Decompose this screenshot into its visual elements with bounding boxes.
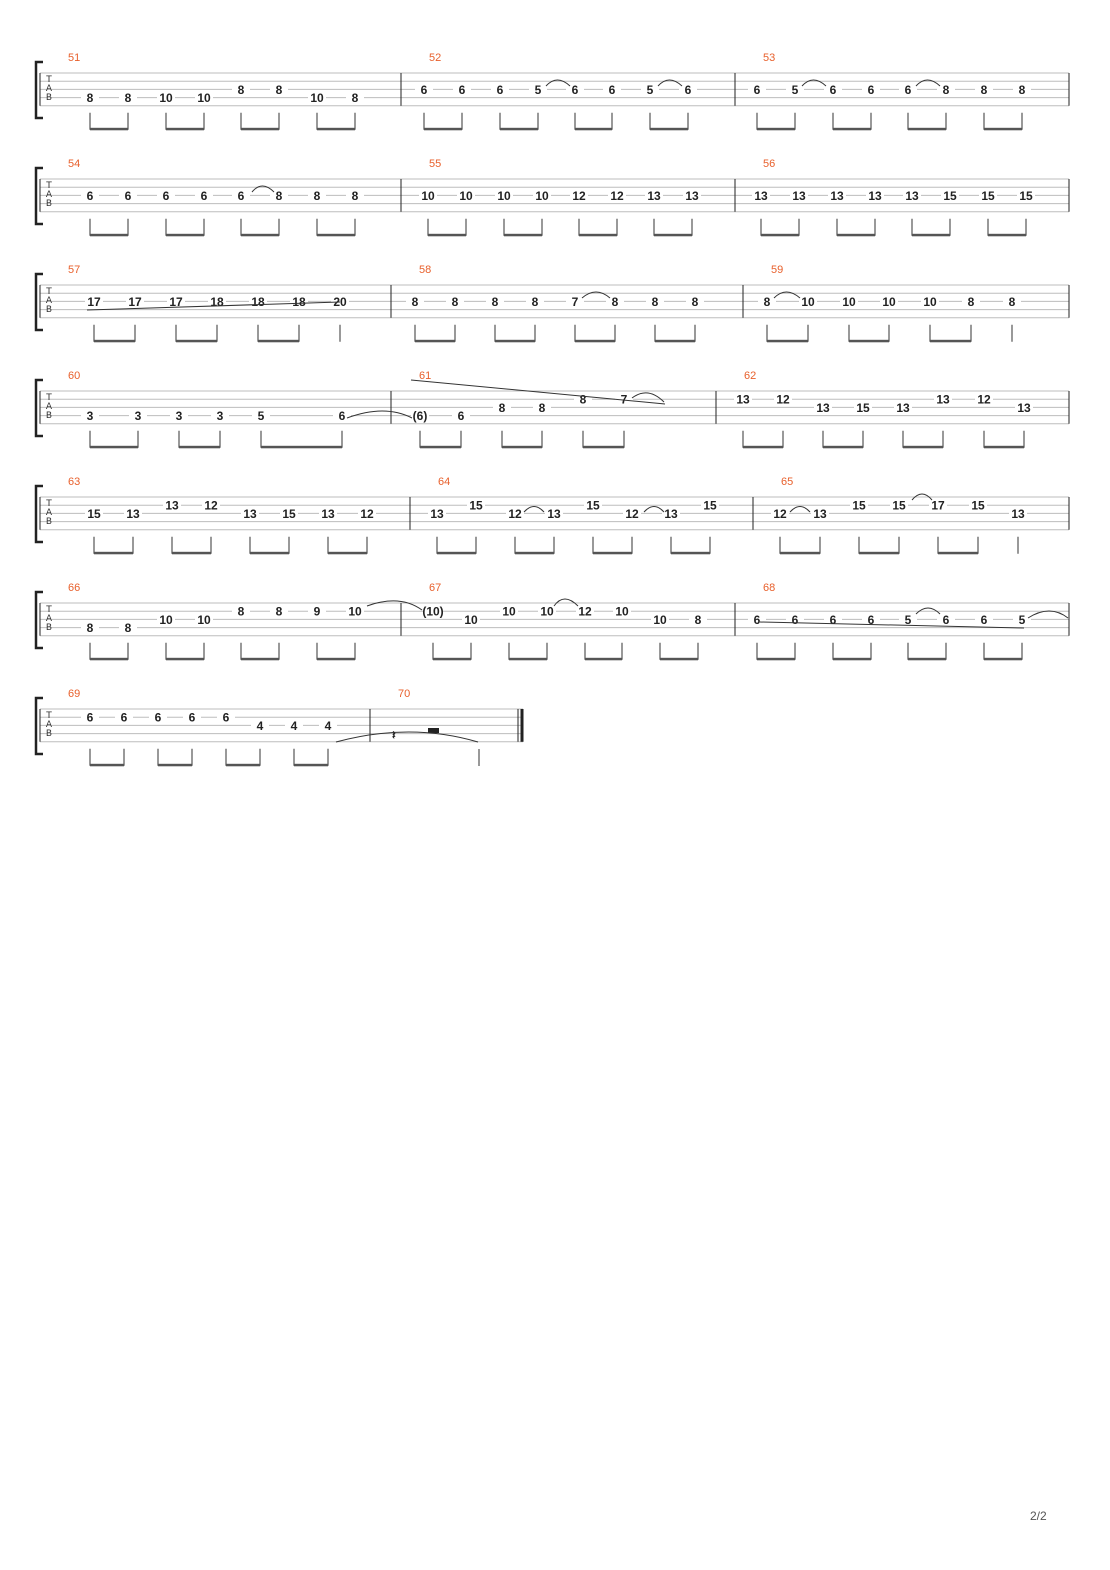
fret-number: 6 bbox=[829, 612, 837, 627]
fret-number: 8 bbox=[275, 82, 283, 97]
fret-number: 6 bbox=[200, 188, 208, 203]
fret-number: 5 bbox=[257, 409, 265, 424]
fret-number: 18 bbox=[210, 294, 224, 309]
fret-number: 8 bbox=[579, 392, 587, 407]
fret-number: 4 bbox=[324, 718, 332, 733]
measure-number: 57 bbox=[68, 264, 81, 276]
fret-number: 8 bbox=[351, 188, 359, 203]
beam bbox=[94, 340, 135, 343]
fret-number: 12 bbox=[610, 188, 624, 203]
fret-number: 6 bbox=[753, 82, 761, 97]
fret-number: 15 bbox=[971, 498, 985, 513]
fret-number: 3 bbox=[175, 409, 183, 424]
measure-number: 56 bbox=[763, 158, 776, 170]
fret-number: 8 bbox=[351, 91, 359, 106]
fret-number: 6 bbox=[829, 82, 837, 97]
tab-system bbox=[36, 688, 523, 766]
beam bbox=[984, 658, 1022, 661]
measure-number: 66 bbox=[68, 582, 81, 594]
fret-number: 10 bbox=[882, 294, 896, 309]
beam bbox=[930, 340, 971, 343]
fret-number: 13 bbox=[736, 392, 750, 407]
measure-number: 61 bbox=[419, 370, 432, 382]
measure-number: 68 bbox=[763, 582, 776, 594]
fret-number: 13 bbox=[813, 506, 827, 521]
fret-number: 6 bbox=[86, 188, 94, 203]
fret-number: 10 bbox=[535, 188, 549, 203]
beam bbox=[166, 234, 204, 237]
measure-number: 60 bbox=[68, 370, 81, 382]
fret-number: 8 bbox=[498, 400, 506, 415]
fret-number: 15 bbox=[586, 498, 600, 513]
fret-number: 6 bbox=[942, 612, 950, 627]
beam bbox=[585, 658, 622, 661]
quarter-rest: 𝄽 bbox=[392, 728, 396, 742]
measure-number: 51 bbox=[68, 52, 81, 64]
beam bbox=[424, 128, 462, 131]
fret-number: 6 bbox=[791, 612, 799, 627]
fret-number: 5 bbox=[534, 82, 542, 97]
fret-number: 17 bbox=[931, 498, 945, 513]
beam bbox=[90, 658, 128, 661]
measure-number: 58 bbox=[419, 264, 432, 276]
measure-number: 70 bbox=[398, 688, 411, 700]
fret-number: 13 bbox=[647, 188, 661, 203]
fret-number: 10 bbox=[459, 188, 473, 203]
beam bbox=[743, 446, 783, 449]
beam bbox=[575, 128, 612, 131]
fret-number: 8 bbox=[651, 294, 659, 309]
tab-clef-letter: B bbox=[45, 411, 53, 421]
fret-number: 10 bbox=[197, 91, 211, 106]
fret-number: 4 bbox=[256, 718, 264, 733]
beam bbox=[179, 446, 220, 449]
beam bbox=[258, 340, 299, 343]
fret-number: 10 bbox=[421, 188, 435, 203]
measure-number: 62 bbox=[744, 370, 757, 382]
beam bbox=[849, 340, 889, 343]
fret-number: 13 bbox=[1011, 506, 1025, 521]
beam bbox=[415, 340, 455, 343]
fret-number: 15 bbox=[943, 188, 957, 203]
beam bbox=[241, 234, 279, 237]
tab-clef-letter: A bbox=[45, 508, 53, 518]
fret-number: 6 bbox=[120, 710, 128, 725]
fret-number: 6 bbox=[904, 82, 912, 97]
fret-number: 8 bbox=[86, 91, 94, 106]
beam bbox=[437, 552, 476, 555]
tie bbox=[347, 411, 412, 418]
fret-number: 5 bbox=[904, 612, 912, 627]
fret-number: 15 bbox=[282, 506, 296, 521]
fret-number: 10 bbox=[842, 294, 856, 309]
fret-number: 8 bbox=[1008, 294, 1016, 309]
fret-number: 15 bbox=[852, 498, 866, 513]
beam bbox=[90, 234, 128, 237]
tab-clef-letter: T bbox=[46, 287, 52, 297]
beam bbox=[903, 446, 943, 449]
measure-number: 53 bbox=[763, 52, 776, 64]
tab-clef-letter: T bbox=[46, 605, 52, 615]
fret-number: 13 bbox=[896, 400, 910, 415]
fret-number: 8 bbox=[942, 82, 950, 97]
slur bbox=[524, 507, 544, 513]
beam bbox=[515, 552, 554, 555]
tab-clef-letter: A bbox=[45, 614, 53, 624]
beam bbox=[908, 658, 946, 661]
fret-number: 8 bbox=[538, 400, 546, 415]
fret-number: 8 bbox=[124, 621, 132, 636]
tab-clef-letter: A bbox=[45, 720, 53, 730]
beam bbox=[938, 552, 978, 555]
fret-number: (10) bbox=[422, 604, 444, 619]
tab-clef-letter: T bbox=[46, 711, 52, 721]
fret-number: 8 bbox=[275, 188, 283, 203]
fret-number: 6 bbox=[86, 710, 94, 725]
fret-number: 8 bbox=[237, 604, 245, 619]
beam bbox=[757, 128, 795, 131]
beam bbox=[241, 128, 279, 131]
measure-number: 64 bbox=[438, 476, 451, 488]
fret-number: 8 bbox=[763, 294, 771, 309]
beam bbox=[250, 552, 289, 555]
fret-number: 13 bbox=[754, 188, 768, 203]
fret-number: 6 bbox=[608, 82, 616, 97]
beam bbox=[660, 658, 698, 661]
tab-clef-letter: A bbox=[45, 402, 53, 412]
fret-number: 5 bbox=[791, 82, 799, 97]
fret-number: 10 bbox=[615, 604, 629, 619]
fret-number: 6 bbox=[222, 710, 230, 725]
beam bbox=[166, 658, 204, 661]
fret-number: 13 bbox=[905, 188, 919, 203]
tab-clef-letter: A bbox=[45, 84, 53, 94]
fret-number: 6 bbox=[571, 82, 579, 97]
fret-number: 13 bbox=[165, 498, 179, 513]
measure-number: 63 bbox=[68, 476, 81, 488]
fret-number: 8 bbox=[1018, 82, 1026, 97]
fret-number: 12 bbox=[776, 392, 790, 407]
beam bbox=[912, 234, 950, 237]
tab-clef-letter: B bbox=[45, 517, 53, 527]
fret-number: 6 bbox=[458, 82, 466, 97]
fret-number: 6 bbox=[420, 82, 428, 97]
beam bbox=[761, 234, 799, 237]
tab-clef-letter: B bbox=[45, 305, 53, 315]
beam bbox=[767, 340, 808, 343]
fret-number: 13 bbox=[1017, 400, 1031, 415]
fret-number: 18 bbox=[292, 294, 306, 309]
fret-number: 6 bbox=[154, 710, 162, 725]
fret-number: 6 bbox=[496, 82, 504, 97]
fret-number: 8 bbox=[694, 612, 702, 627]
fret-number: 6 bbox=[867, 82, 875, 97]
beam bbox=[433, 658, 471, 661]
fret-number: 8 bbox=[491, 294, 499, 309]
fret-number: 12 bbox=[204, 498, 218, 513]
beam bbox=[780, 552, 820, 555]
tab-clef-letter: T bbox=[46, 181, 52, 191]
beam bbox=[90, 764, 124, 767]
fret-number: 13 bbox=[430, 506, 444, 521]
fret-number: 10 bbox=[197, 612, 211, 627]
beam bbox=[226, 764, 260, 767]
fret-number: 4 bbox=[290, 718, 298, 733]
beam bbox=[317, 658, 355, 661]
fret-number: 10 bbox=[801, 294, 815, 309]
fret-number: 12 bbox=[977, 392, 991, 407]
beam bbox=[428, 234, 466, 237]
beam bbox=[90, 446, 138, 449]
fret-number: 3 bbox=[134, 409, 142, 424]
fret-number: 10 bbox=[497, 188, 511, 203]
fret-number: 13 bbox=[816, 400, 830, 415]
fret-number: 5 bbox=[1018, 612, 1026, 627]
fret-number: 3 bbox=[216, 409, 224, 424]
fret-number: 13 bbox=[830, 188, 844, 203]
fret-number: 8 bbox=[967, 294, 975, 309]
fret-number: 8 bbox=[980, 82, 988, 97]
beam bbox=[317, 234, 355, 237]
beam bbox=[94, 552, 133, 555]
beam bbox=[655, 340, 695, 343]
page-number: 2/2 bbox=[1030, 1509, 1047, 1523]
beam bbox=[176, 340, 217, 343]
fret-number: (6) bbox=[412, 409, 428, 424]
fret-number: 15 bbox=[856, 400, 870, 415]
fret-number: 10 bbox=[464, 612, 478, 627]
fret-number: 10 bbox=[653, 612, 667, 627]
beam bbox=[328, 552, 367, 555]
fret-number: 12 bbox=[508, 506, 522, 521]
beam bbox=[579, 234, 617, 237]
beam bbox=[495, 340, 535, 343]
fret-number: 6 bbox=[457, 409, 465, 424]
fret-number: 17 bbox=[87, 294, 101, 309]
fret-number: 6 bbox=[753, 612, 761, 627]
fret-number: 6 bbox=[237, 188, 245, 203]
fret-number: 13 bbox=[936, 392, 950, 407]
measure-number: 55 bbox=[429, 158, 442, 170]
tab-clef-letter: B bbox=[45, 729, 53, 739]
tab-clef-letter: B bbox=[45, 199, 53, 209]
beam bbox=[823, 446, 863, 449]
beam bbox=[583, 446, 624, 449]
measure-number: 54 bbox=[68, 158, 81, 170]
tab-system bbox=[36, 52, 1069, 130]
fret-number: 8 bbox=[611, 294, 619, 309]
beam bbox=[650, 128, 688, 131]
measure-number: 67 bbox=[429, 582, 442, 594]
measure-number: 59 bbox=[771, 264, 784, 276]
fret-number: 10 bbox=[540, 604, 554, 619]
tab-clef-letter: B bbox=[45, 93, 53, 103]
tie bbox=[367, 601, 422, 610]
beam bbox=[833, 128, 871, 131]
fret-number: 6 bbox=[188, 710, 196, 725]
fret-number: 10 bbox=[159, 91, 173, 106]
fret-number: 6 bbox=[124, 188, 132, 203]
fret-number: 7 bbox=[571, 294, 579, 309]
beam bbox=[317, 128, 355, 131]
fret-number: 12 bbox=[572, 188, 586, 203]
fret-number: 10 bbox=[310, 91, 324, 106]
beam bbox=[500, 128, 538, 131]
beam bbox=[509, 658, 547, 661]
fret-number: 12 bbox=[773, 506, 787, 521]
fret-number: 6 bbox=[684, 82, 692, 97]
tab-system bbox=[36, 370, 1069, 448]
fret-number: 7 bbox=[620, 392, 628, 407]
beam bbox=[502, 446, 542, 449]
fret-number: 15 bbox=[981, 188, 995, 203]
fret-number: 3 bbox=[86, 409, 94, 424]
fret-number: 8 bbox=[86, 621, 94, 636]
tab-system bbox=[36, 476, 1069, 554]
beam bbox=[593, 552, 632, 555]
slur bbox=[790, 507, 810, 513]
beam bbox=[90, 128, 128, 131]
slur bbox=[632, 393, 664, 402]
beam bbox=[671, 552, 710, 555]
fret-number: 20 bbox=[333, 294, 347, 309]
fret-number: 17 bbox=[128, 294, 142, 309]
beam bbox=[988, 234, 1026, 237]
tab-clef-letter: A bbox=[45, 190, 53, 200]
beam bbox=[837, 234, 875, 237]
slur bbox=[644, 507, 664, 513]
fret-number: 10 bbox=[923, 294, 937, 309]
fret-number: 10 bbox=[348, 604, 362, 619]
beam bbox=[654, 234, 692, 237]
fret-number: 6 bbox=[867, 612, 875, 627]
fret-number: 15 bbox=[1019, 188, 1033, 203]
fret-number: 8 bbox=[237, 82, 245, 97]
fret-number: 5 bbox=[646, 82, 654, 97]
half-rest bbox=[428, 728, 439, 733]
beam bbox=[833, 658, 871, 661]
measure-number: 69 bbox=[68, 688, 81, 700]
tab-clef-letter: T bbox=[46, 499, 52, 509]
fret-number: 10 bbox=[502, 604, 516, 619]
fret-number: 17 bbox=[169, 294, 183, 309]
fret-number: 8 bbox=[411, 294, 419, 309]
fret-number: 15 bbox=[87, 506, 101, 521]
fret-number: 15 bbox=[703, 498, 717, 513]
beam bbox=[241, 658, 279, 661]
beam bbox=[504, 234, 542, 237]
fret-number: 8 bbox=[691, 294, 699, 309]
tab-clef-letter: T bbox=[46, 75, 52, 85]
beam bbox=[420, 446, 461, 449]
beam bbox=[294, 764, 328, 767]
fret-number: 18 bbox=[251, 294, 265, 309]
fret-number: 13 bbox=[243, 506, 257, 521]
fret-number: 12 bbox=[360, 506, 374, 521]
fret-number: 13 bbox=[792, 188, 806, 203]
fret-number: 9 bbox=[313, 604, 321, 619]
fret-number: 13 bbox=[868, 188, 882, 203]
tie bbox=[1028, 611, 1068, 618]
beam bbox=[859, 552, 899, 555]
fret-number: 12 bbox=[625, 506, 639, 521]
tab-clef-letter: B bbox=[45, 623, 53, 633]
tab-system bbox=[36, 264, 1069, 342]
fret-number: 6 bbox=[338, 409, 346, 424]
fret-number: 8 bbox=[275, 604, 283, 619]
fret-number: 15 bbox=[469, 498, 483, 513]
fret-number: 15 bbox=[892, 498, 906, 513]
tab-system bbox=[36, 582, 1069, 660]
fret-number: 13 bbox=[126, 506, 140, 521]
beam bbox=[166, 128, 204, 131]
fret-number: 6 bbox=[162, 188, 170, 203]
beam bbox=[261, 446, 342, 449]
beam bbox=[575, 340, 615, 343]
measure-number: 65 bbox=[781, 476, 794, 488]
fret-number: 8 bbox=[451, 294, 459, 309]
fret-number: 6 bbox=[980, 612, 988, 627]
fret-number: 10 bbox=[159, 612, 173, 627]
fret-number: 12 bbox=[578, 604, 592, 619]
beam bbox=[158, 764, 192, 767]
tab-system bbox=[36, 158, 1069, 236]
fret-number: 13 bbox=[321, 506, 335, 521]
measure-number: 52 bbox=[429, 52, 442, 64]
fret-number: 13 bbox=[664, 506, 678, 521]
fret-number: 8 bbox=[313, 188, 321, 203]
beam bbox=[172, 552, 211, 555]
beam bbox=[908, 128, 946, 131]
beam bbox=[757, 658, 795, 661]
tab-clef-letter: T bbox=[46, 393, 52, 403]
fret-number: 8 bbox=[124, 91, 132, 106]
fret-number: 8 bbox=[531, 294, 539, 309]
beam bbox=[984, 446, 1024, 449]
beam bbox=[984, 128, 1022, 131]
fret-number: 13 bbox=[547, 506, 561, 521]
tab-clef-letter: A bbox=[45, 296, 53, 306]
fret-number: 13 bbox=[685, 188, 699, 203]
